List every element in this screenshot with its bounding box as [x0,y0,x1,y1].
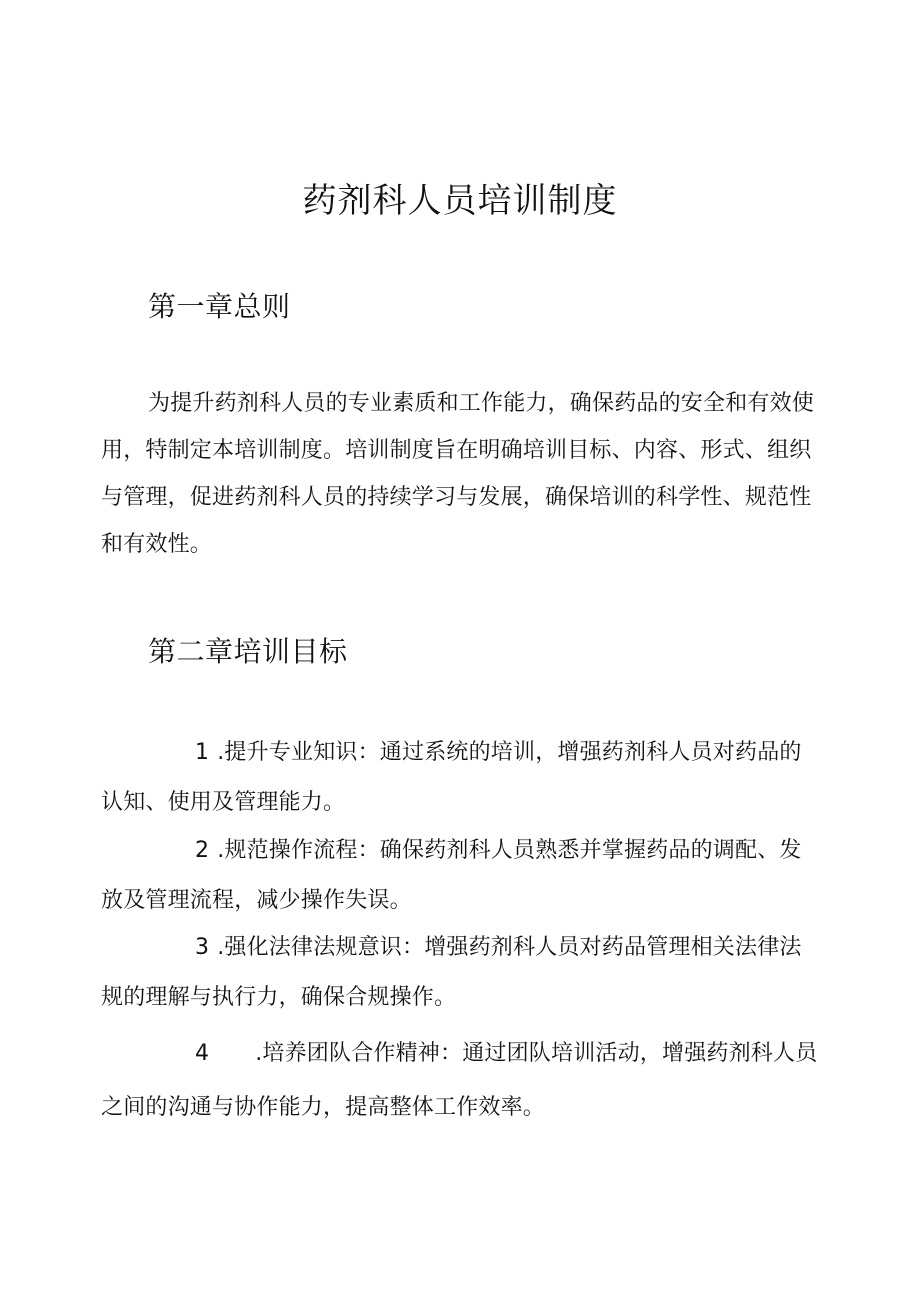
chapter-2-heading: 第二章培训目标 [148,635,348,668]
goal-item-1-number: 1 [195,740,210,765]
goal-item-4-number: 4 [195,1041,210,1066]
goal-item-1 [101,728,821,828]
goal-item-4 [101,1027,821,1135]
goal-item-1-text: .提升专业知识：通过系统的培训，增强药剂科人员对药品的认知、使用及管理能力。 [101,740,802,815]
goal-item-2 [101,826,821,926]
chapter-1-heading: 第一章总则 [148,290,291,323]
goal-item-4-text: .培养团队合作精神：通过团队培训活动，增强药剂科人员之间的沟通与协作能力，提高整体工作效率。 [101,1041,818,1120]
chapter-1-paragraph: 为提升药剂科人员的专业素质和工作能力，确保药品的安全和有效使用，特制定本培训制度。培训制度旨在明确培训目标、内容、形式、组织与管理，促进药剂科人员的持续学习与发展，确保培训的科学性、规范性和有效性。 [101,391,815,557]
goal-item-2-text: .规范操作流程：确保药剂科人员熟悉并掌握药品的调配、发放及管理流程，减少操作失误。 [101,838,802,913]
goal-item-3-number: 3 [195,935,210,960]
goal-item-3 [101,923,821,1023]
goal-item-2-number: 2 [195,838,210,863]
goal-item-3-text: .强化法律法规意识：增强药剂科人员对药品管理相关法律法规的理解与执行力，确保合规操作。 [101,935,802,1010]
document-title: 药剂科人员培训制度 [302,181,618,221]
